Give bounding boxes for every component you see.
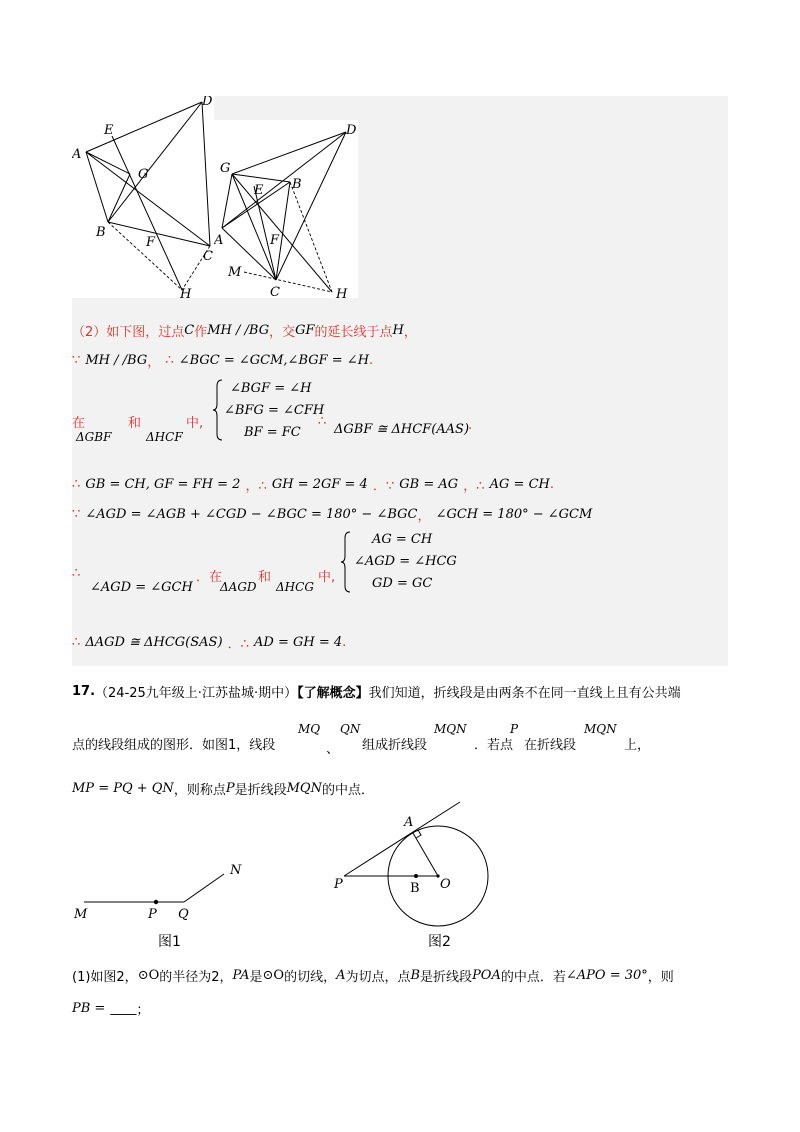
sol6-t2: ΔHCG	[276, 580, 314, 594]
question-17-part-1-answer	[72, 998, 149, 1018]
sol6-therefore: ∴	[72, 566, 81, 581]
text: 为切点，点	[345, 970, 411, 985]
fig1-caption: 图1	[158, 934, 181, 950]
figure-b-diagram	[214, 120, 358, 298]
because-symbol: ∵	[72, 353, 81, 368]
sol6-t1: ΔAGD	[220, 580, 257, 594]
fig1-label-p: P	[148, 907, 157, 922]
math: ∠BGC = ∠GCM,∠BGF = ∠H	[178, 353, 370, 368]
sol3-zhong: 中,	[186, 416, 204, 431]
sol3-and: 和	[128, 416, 142, 431]
math: GH = 2GF = 4	[271, 477, 368, 492]
math: GF	[295, 323, 315, 338]
text: 的切线，	[284, 970, 337, 985]
text: ，	[147, 355, 161, 370]
text: ．∵	[372, 479, 395, 494]
math: B	[410, 968, 421, 983]
figure-2-diagram	[330, 798, 500, 958]
sol6-a: ∠AGD = ∠GCH	[90, 580, 193, 595]
math: A	[336, 968, 346, 983]
sol3-t1: ΔGBF	[76, 430, 112, 444]
therefore-symbol: ∴	[72, 477, 81, 492]
text: .	[342, 635, 347, 650]
fig-a-label-c: C	[203, 249, 213, 264]
question-tag: 【了解概念】	[297, 686, 369, 701]
fig-b-label-h: H	[336, 287, 348, 298]
fig2-label-b: B	[410, 881, 420, 896]
circle-symbol: ⊙O	[262, 968, 285, 983]
solution-line-1	[72, 320, 417, 340]
question-17-line-1	[72, 682, 681, 701]
math: POA	[472, 968, 501, 983]
sol3-end: .	[468, 418, 473, 433]
formula: MP = PQ + QN	[72, 781, 174, 796]
fig-b-label-a: A	[214, 233, 224, 248]
solution-line-4	[72, 474, 554, 494]
q-dun: 、	[326, 742, 340, 757]
fig-a-label-g: G	[138, 167, 149, 182]
q-mq: MQ	[298, 722, 321, 736]
sol6-sep: ．在	[196, 570, 223, 585]
text: ，交	[269, 325, 296, 340]
question-17-part-1	[72, 966, 674, 985]
because-symbol: ∵	[72, 507, 81, 522]
q-line2-b: 组成折线段	[362, 738, 428, 753]
math: AD = GH = 4	[254, 635, 343, 650]
text: ，	[417, 509, 431, 524]
sol3-eq1: ∠BGF = ∠H	[230, 381, 312, 396]
text: ，则	[647, 970, 674, 985]
q-mqn2: MQN	[584, 722, 617, 736]
fig1-label-n: N	[230, 863, 242, 878]
text: ；	[136, 1003, 150, 1018]
figure-a-diagram	[72, 96, 214, 298]
math: ∠AGD = ∠AGB + ∠CGD − ∠BGC = 180° − ∠BGC	[85, 507, 418, 522]
question-text: 我们知道，折线段是由两条不在同一直线上且有公共端	[368, 686, 681, 701]
fig-b-label-c: C	[270, 285, 280, 298]
sol3-eq3: BF = FC	[244, 425, 301, 440]
text: (1)如图2，	[72, 970, 138, 985]
math: ∠GCH = 180° − ∠GCM	[435, 507, 593, 522]
text: （2）如下图，过点	[72, 325, 185, 340]
sol3-result: ΔGBF ≅ ΔHCF(AAS)	[334, 422, 470, 437]
sol6-eq1: AG = CH	[372, 532, 433, 547]
question-17-line-3	[72, 778, 374, 798]
text: 的延长线于点	[314, 325, 393, 340]
sol6-and: 和	[258, 570, 272, 585]
text: ．∴	[227, 637, 249, 652]
q-line2-a: 点的线段组成的图形．如图1，线段	[72, 738, 276, 753]
text: 的中点．	[321, 783, 374, 798]
math: C	[184, 323, 195, 338]
fig1-label-q: Q	[178, 907, 189, 922]
fig-b-label-b: B	[292, 177, 302, 192]
text: ，	[403, 325, 417, 340]
question-number: 17.	[72, 684, 96, 699]
text: ，∴	[245, 479, 267, 494]
q-qn: QN	[340, 722, 361, 736]
sol6-zhong: 中,	[318, 570, 336, 585]
text: 是折线段	[234, 783, 287, 798]
text: 的中点．若	[500, 970, 566, 985]
fig2-caption: 图2	[428, 934, 451, 950]
figure-1-diagram	[70, 856, 260, 956]
q-line2-e: 上，	[624, 738, 651, 753]
sol3-t2: ΔHCF	[146, 430, 183, 444]
solution-line-2	[72, 350, 373, 370]
fig2-label-o: O	[440, 877, 451, 892]
fig2-label-a: A	[404, 815, 414, 830]
circle-symbol: ⊙O	[137, 968, 160, 983]
math: ∠APO = 30°	[565, 968, 648, 983]
text: .	[369, 353, 374, 368]
fig-b-label-f: F	[270, 233, 280, 248]
sol3-in: 在	[72, 416, 86, 431]
text: .	[549, 477, 554, 492]
math: GB = AG	[399, 477, 459, 492]
fig-a-label-a: A	[72, 147, 82, 162]
text: ，∴	[463, 479, 485, 494]
fig-b-label-m: M	[228, 265, 242, 280]
text: 作	[194, 325, 208, 340]
therefore-symbol: ∴	[165, 353, 174, 368]
therefore-symbol: ∴	[72, 635, 81, 650]
math: PA	[232, 968, 250, 983]
math: AG = CH	[489, 477, 550, 492]
sol3-therefore: ∴	[318, 414, 327, 429]
math: MH / /BG	[207, 323, 270, 338]
math: ΔAGD ≅ ΔHCG(SAS)	[85, 635, 223, 650]
fig-a-label-b: B	[96, 225, 106, 240]
answer-blank[interactable]: ____	[110, 1001, 137, 1016]
q-line2-c: ．若点	[474, 738, 514, 753]
text: ，则称点	[173, 783, 226, 798]
q-mqn: MQN	[434, 722, 467, 736]
math: GB = CH, GF = FH = 2	[85, 477, 241, 492]
fig-a-label-h: H	[180, 287, 192, 298]
fig-b-label-d: D	[346, 123, 357, 138]
text: 是折线段	[420, 970, 473, 985]
math: PB =	[72, 1001, 106, 1016]
text: 是	[249, 970, 263, 985]
question-source: （24-25九年级上·江苏盐城·期中）	[95, 686, 298, 701]
text: 的半径为2，	[159, 970, 233, 985]
q-p: P	[510, 722, 519, 736]
sol3-eq2: ∠BFG = ∠CFH	[224, 403, 325, 418]
fig1-label-m: M	[74, 907, 88, 922]
sol6-eq2: ∠AGD = ∠HCG	[354, 554, 457, 569]
math: MQN	[286, 781, 322, 796]
fig-a-label-e: E	[104, 123, 114, 138]
fig-b-label-g: G	[220, 161, 231, 176]
fig-a-label-f: F	[146, 235, 156, 250]
math: MH / /BG	[85, 353, 148, 368]
math: P	[225, 781, 235, 796]
math: H	[392, 323, 404, 338]
fig2-label-p: P	[334, 877, 343, 892]
sol6-brace	[340, 530, 354, 594]
solution-line-5	[72, 504, 592, 524]
solution-line-7	[72, 632, 346, 652]
sol6-eq3: GD = GC	[372, 576, 433, 591]
fig-b-label-e: E	[254, 183, 264, 198]
fig-a-label-d: D	[202, 96, 213, 109]
q-line2-d: 在折线段	[524, 738, 577, 753]
